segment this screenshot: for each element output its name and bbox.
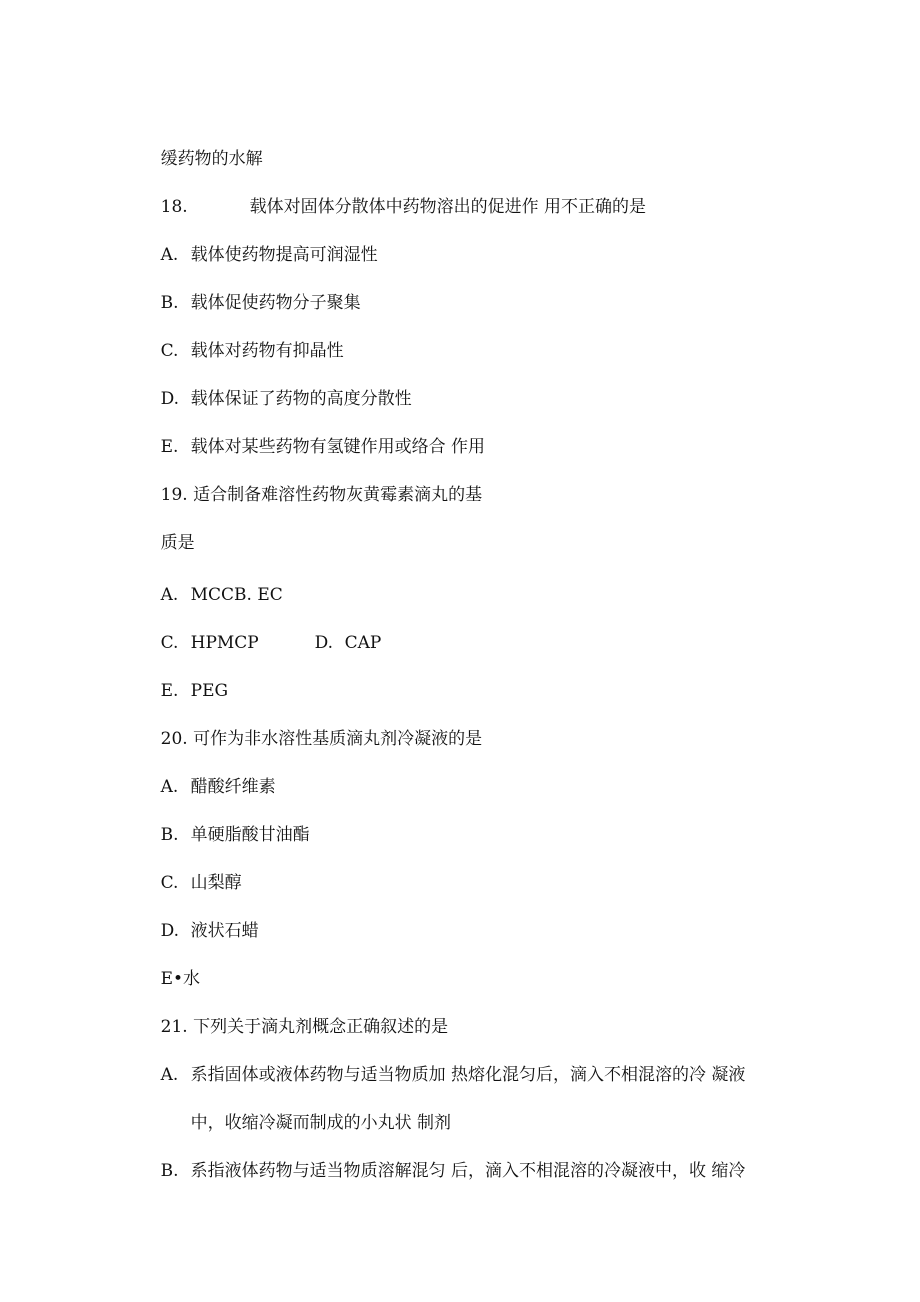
option-label: B. [160, 1161, 179, 1181]
q20-option-e: E•水 [160, 969, 201, 989]
option-text: 载体保证了药物的高度分散性 [190, 389, 412, 409]
option-label: D. [160, 389, 180, 409]
option-text: 山梨醇 [190, 873, 242, 893]
question-21: 21. 下列关于滴丸剂概念正确叙述的是 [160, 1017, 449, 1037]
option-text: 单硬脂酸甘油酯 [190, 825, 310, 845]
option-text: PEG [190, 681, 229, 701]
option-text: 系指液体药物与适当物质溶解混匀 后，滴入不相混溶的冷凝液中，收 缩冷 [190, 1161, 746, 1181]
option-label: C. [160, 633, 179, 653]
option-label: D. [160, 921, 180, 941]
option-label: B. [160, 293, 179, 313]
option-text: 液状石蜡 [190, 921, 259, 941]
question-19-continuation: 质是 [160, 533, 195, 553]
option-label: A. [160, 245, 179, 265]
option-text: 载体对某些药物有氢键作用或络合 作用 [190, 437, 486, 457]
option-text: 系指固体或液体药物与适当物质加 热熔化混匀后，滴入不相混溶的冷 凝液 [190, 1065, 746, 1085]
option-text: 载体使药物提高可润湿性 [190, 245, 378, 265]
option-text: MCCB. EC [190, 585, 283, 605]
option-text: 醋酸纤维素 [190, 777, 276, 797]
q21-option-a-continuation: 中，收缩冷凝而制成的小丸状 制剂 [190, 1113, 452, 1133]
continuation-line: 缓药物的水解 [160, 149, 263, 169]
option-label: D. [314, 633, 334, 653]
q21-option-b [139, 1138, 745, 1204]
option-text: 载体促使药物分子聚集 [190, 293, 361, 313]
q19-option-d [293, 610, 381, 676]
question-18-text: 载体对固体分散体中药物溶出的促进作 用不正确的是 [249, 197, 647, 217]
option-label: C. [160, 873, 179, 893]
question-number: 18. [160, 197, 188, 217]
option-label: E. [160, 681, 179, 701]
option-text: 载体对药物有抑晶性 [190, 341, 344, 361]
option-text: HPMCP [190, 633, 259, 653]
option-label: B. [160, 825, 179, 845]
option-label: A. [160, 1065, 179, 1085]
option-label: A. [160, 585, 179, 605]
option-label: E. [160, 437, 179, 457]
option-text: CAP [344, 633, 382, 653]
question-19: 19. 适合制备难溶性药物灰黄霉素滴丸的基 [160, 485, 483, 505]
option-label: A. [160, 777, 179, 797]
option-label: C. [160, 341, 179, 361]
question-20: 20. 可作为非水溶性基质滴丸剂冷凝液的是 [160, 729, 483, 749]
